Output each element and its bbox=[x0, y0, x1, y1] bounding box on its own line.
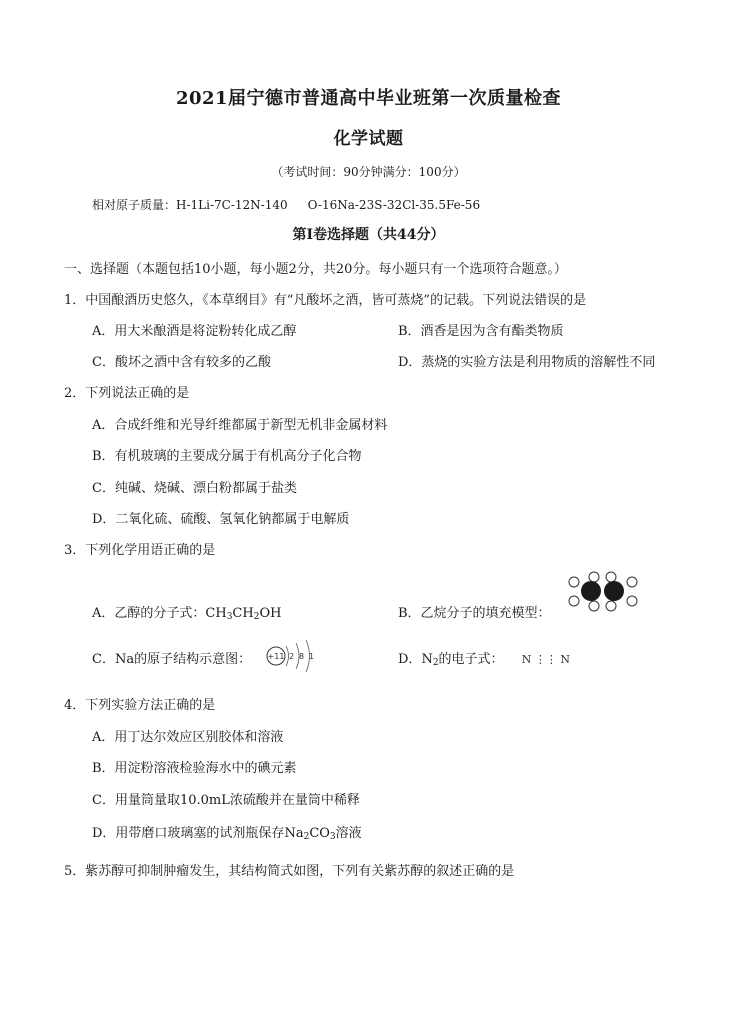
ethane-space-filling-model-icon bbox=[564, 570, 644, 616]
shell-3-electrons: 1 bbox=[309, 652, 315, 661]
question-4-stem: 4．下列实验方法正确的是 bbox=[64, 698, 216, 713]
question-4-option-d: D．用带磨口玻璃塞的试剂瓶保存$Na_2CO_3$溶液 bbox=[92, 826, 362, 842]
question-4-option-a: A．用丁达尔效应区别胶体和溶液 bbox=[92, 730, 284, 745]
shell-2-electrons: 8 bbox=[299, 652, 305, 661]
question-3-option-a bbox=[92, 602, 281, 622]
exam-info: （考试时间：90分钟满分：100分） bbox=[271, 165, 466, 179]
question-3-option-c: C．Na的原子结构示意图： bbox=[92, 652, 252, 667]
question-4-option-b: B．用淀粉溶液检验海水中的碘元素 bbox=[92, 761, 297, 776]
atomic-mass-part2: O-16Na-23S-32Cl-35.5Fe-56 bbox=[307, 198, 481, 212]
ethanol-formula: $CH_3CH_2OH$ bbox=[205, 606, 282, 622]
q3a-prefix: A．乙醇的分子式： bbox=[92, 606, 206, 621]
nitrogen-electron-formula: N ⋮⋮ N bbox=[521, 653, 570, 666]
question-3-option-b: B．乙烷分子的填充模型： bbox=[398, 606, 551, 621]
nucleus-charge: +11 bbox=[267, 652, 285, 661]
nitrogen-formula: $N_2$ bbox=[421, 652, 439, 668]
question-4-option-c: C．用量筒量取10.0mL浓硫酸并在量筒中稀释 bbox=[92, 793, 360, 808]
question-3-option-d: D．$N_2$的电子式： N ⋮⋮ N bbox=[398, 652, 570, 668]
sodium-carbonate-formula: $Na_2CO_3$ bbox=[284, 826, 336, 842]
question-2-option-c: C．纯碱、烧碱、漂白粉都属于盐类 bbox=[92, 481, 297, 496]
subject-title: 化学试题 bbox=[333, 129, 404, 149]
question-1-option-a: A．用大米酿酒是将淀粉转化成乙醇 bbox=[92, 324, 297, 339]
question-1-option-c: C．酸坏之酒中含有较多的乙酸 bbox=[92, 355, 271, 370]
sodium-atom-structure-icon bbox=[264, 636, 324, 676]
question-3-stem: 3．下列化学用语正确的是 bbox=[64, 543, 216, 558]
section-title: 第Ⅰ卷选择题（共44分） bbox=[292, 227, 445, 243]
question-2-option-a: A．合成纤维和光导纤维都属于新型无机非金属材料 bbox=[92, 418, 388, 433]
question-5-stem: 5．紫苏醇可抑制肿瘤发生，其结构简式如图，下列有关紫苏醇的叙述正确的是 bbox=[64, 864, 515, 879]
question-1-stem: 1．中国酿酒历史悠久，《本草纲目》有“凡酸坏之酒，皆可蒸烧”的记载。下列说法错误的是 bbox=[64, 293, 587, 308]
shell-1-electrons: 2 bbox=[289, 652, 295, 661]
question-2-stem: 2．下列说法正确的是 bbox=[64, 386, 190, 401]
atomic-mass-part1: 相对原子质量：H-1Li-7C-12N-140 bbox=[92, 198, 288, 212]
exam-title: 2021届宁德市普通高中毕业班第一次质量检查 bbox=[175, 88, 562, 109]
question-1-option-b: B．酒香是因为含有酯类物质 bbox=[398, 324, 564, 339]
section-instruction: 一、选择题（本题包括10小题，每小题2分，共20分。每小题只有一个选项符合题意。） bbox=[64, 262, 567, 277]
question-2-option-d: D．二氧化硫、硫酸、氢氧化钠都属于电解质 bbox=[92, 512, 350, 527]
question-2-option-b: B．有机玻璃的主要成分属于有机高分子化合物 bbox=[92, 449, 362, 464]
question-1-option-d: D．蒸烧的实验方法是利用物质的溶解性不同 bbox=[398, 355, 656, 370]
atomic-mass-line bbox=[92, 196, 480, 213]
